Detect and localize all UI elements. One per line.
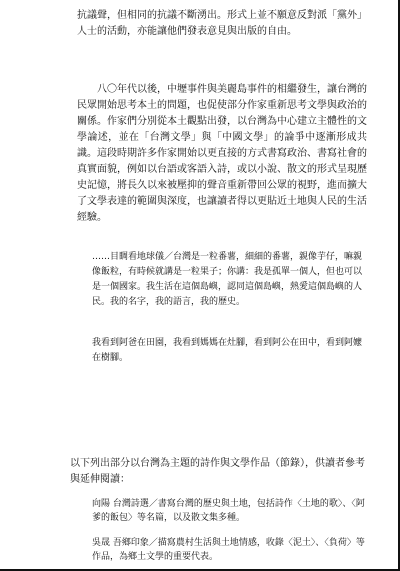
paragraph-bottom: 以下列出部分以台灣為主題的詩作與文學作品（節錄），供讀者參考與延伸閱讀： bbox=[70, 458, 365, 485]
block-quote-1: ……目睭看地球儀／台灣是一粒番薯，細細的番薯，親像芋仔，嘛親像飯粒，有時候就講是一粒果子；你講：我是孤單一個人，但也可以是一個國家。我生活在這個島嶼，認同這個島嶼，熱愛這個島嶼的人民。我的名字，我的語言，我的歷史。 bbox=[92, 252, 363, 307]
block-quote-2: 我看到阿爸在田園，我看到媽媽在灶腳，看到阿公在田中，看到阿嬤在樹腳。 bbox=[92, 338, 363, 363]
list-item: 向陽 台灣詩選／書寫台灣的歷史與土地，包括詩作〈土地的歌〉、〈阿爹的飯包〉等名篇，以及散文集多種。 bbox=[92, 499, 365, 523]
list-item: 吳晟 吾鄉印象／描寫農村生活與土地情感，收錄〈泥土〉、〈負荷〉等作品，為鄉土文學的重要代表。 bbox=[92, 538, 365, 562]
paragraph-main: 八〇年代以後，中壢事件與美麗島事件的相繼發生，讓台灣的民眾開始思考本土的問題，也促使部分作家重新思考文學與政治的關係。作家們分別從本土觀點出發，以台灣為中心建立主體性的文學論述，並在「台灣文學」與「中國文學」的論爭中逐漸形成共識。這段時期許多作家開始以更直接的方式書寫政治、書寫社會的真實面貌，例如以台語或客語入詩，或以小說、散文的形式呈現歷史記憶，將長久以來被壓抑的聲音重新帶回公眾的視野，進而擴大了文學表達的範圍與深度，也讓讀者得以更貼近土地與人民的生活經驗。 bbox=[77, 84, 367, 223]
paragraph-top: 抗議聲，但相同的抗議不斷湧出。形式上並不願意反對派「黨外」人士的活動，亦能讓他們發表意見與出版的自由。 bbox=[77, 10, 367, 37]
